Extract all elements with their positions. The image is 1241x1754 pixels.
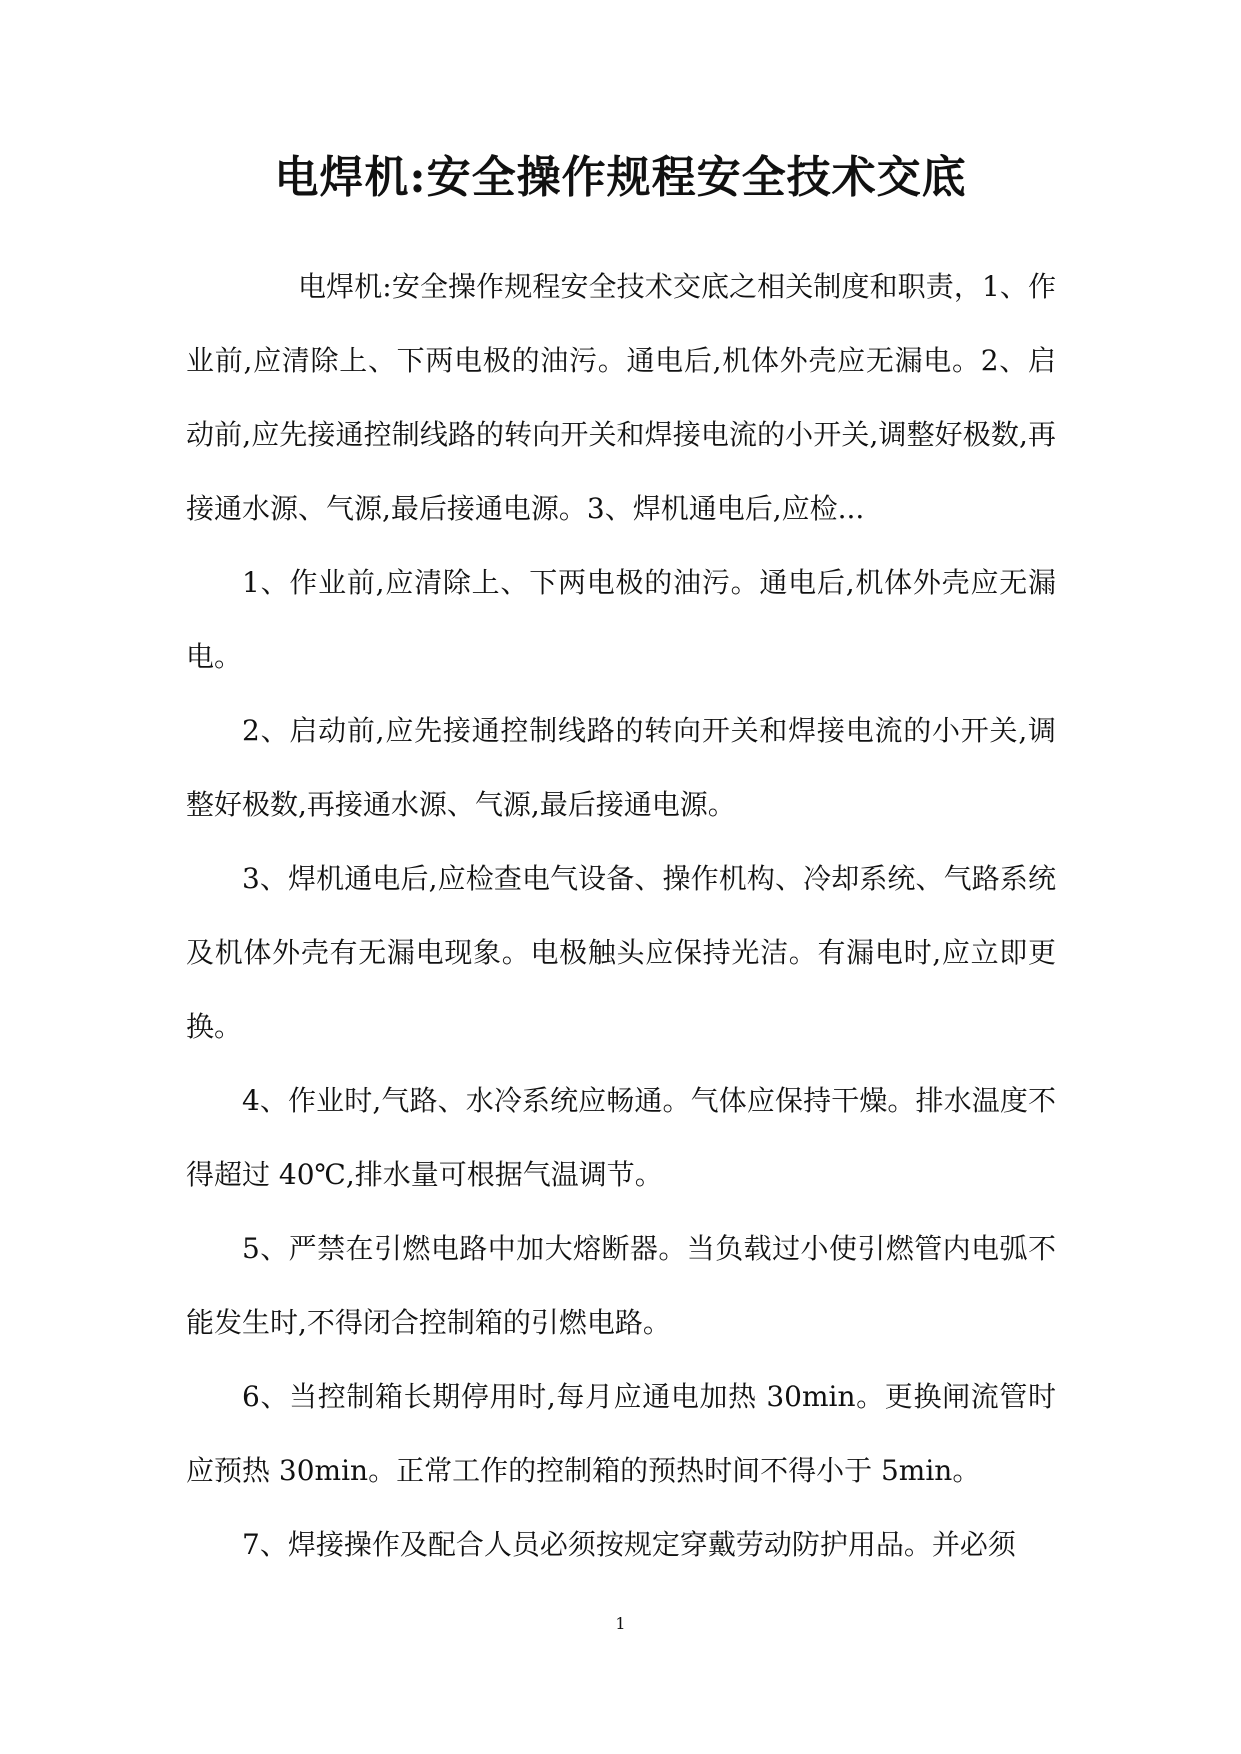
document-body bbox=[186, 250, 1056, 1582]
document-title: 电焊机:安全操作规程安全技术交底 bbox=[274, 152, 967, 203]
paragraph-6: 6、当控制箱长期停用时,每月应通电加热 30min。更换闸流管时应预热 30min。正常工作的控制箱的预热时间不得小于 5min。 bbox=[186, 1380, 1056, 1487]
paragraph-2: 2、启动前,应先接通控制线路的转向开关和焊接电流的小开关,调整好极数,再接通水源、气源,最后接通电源。 bbox=[186, 714, 1056, 821]
paragraph-1: 1、作业前,应清除上、下两电极的油污。通电后,机体外壳应无漏电。 bbox=[186, 566, 1056, 673]
page-number: 1 bbox=[615, 1614, 626, 1633]
intro-paragraph: 电焊机:安全操作规程安全技术交底之相关制度和职责，1、作业前,应清除上、下两电极的油污。通电后,机体外壳应无漏电。2、启动前,应先接通控制线路的转向开关和焊接电流的小开关,调整好极数,再接通水源、气源,最后接通电源。3、焊机通电后,应检... bbox=[186, 270, 1056, 525]
paragraph-3: 3、焊机通电后,应检查电气设备、操作机构、冷却系统、气路系统及机体外壳有无漏电现象。电极触头应保持光洁。有漏电时,应立即更换。 bbox=[186, 862, 1056, 1043]
paragraph-5: 5、严禁在引燃电路中加大熔断器。当负载过小使引燃管内电弧不能发生时,不得闭合控制箱的引燃电路。 bbox=[186, 1232, 1056, 1339]
paragraph-7: 7、焊接操作及配合人员必须按规定穿戴劳动防护用品。并必须 bbox=[242, 1528, 1016, 1561]
paragraph-4: 4、作业时,气路、水冷系统应畅通。气体应保持干燥。排水温度不得超过 40℃,排水量可根据气温调节。 bbox=[186, 1084, 1056, 1191]
